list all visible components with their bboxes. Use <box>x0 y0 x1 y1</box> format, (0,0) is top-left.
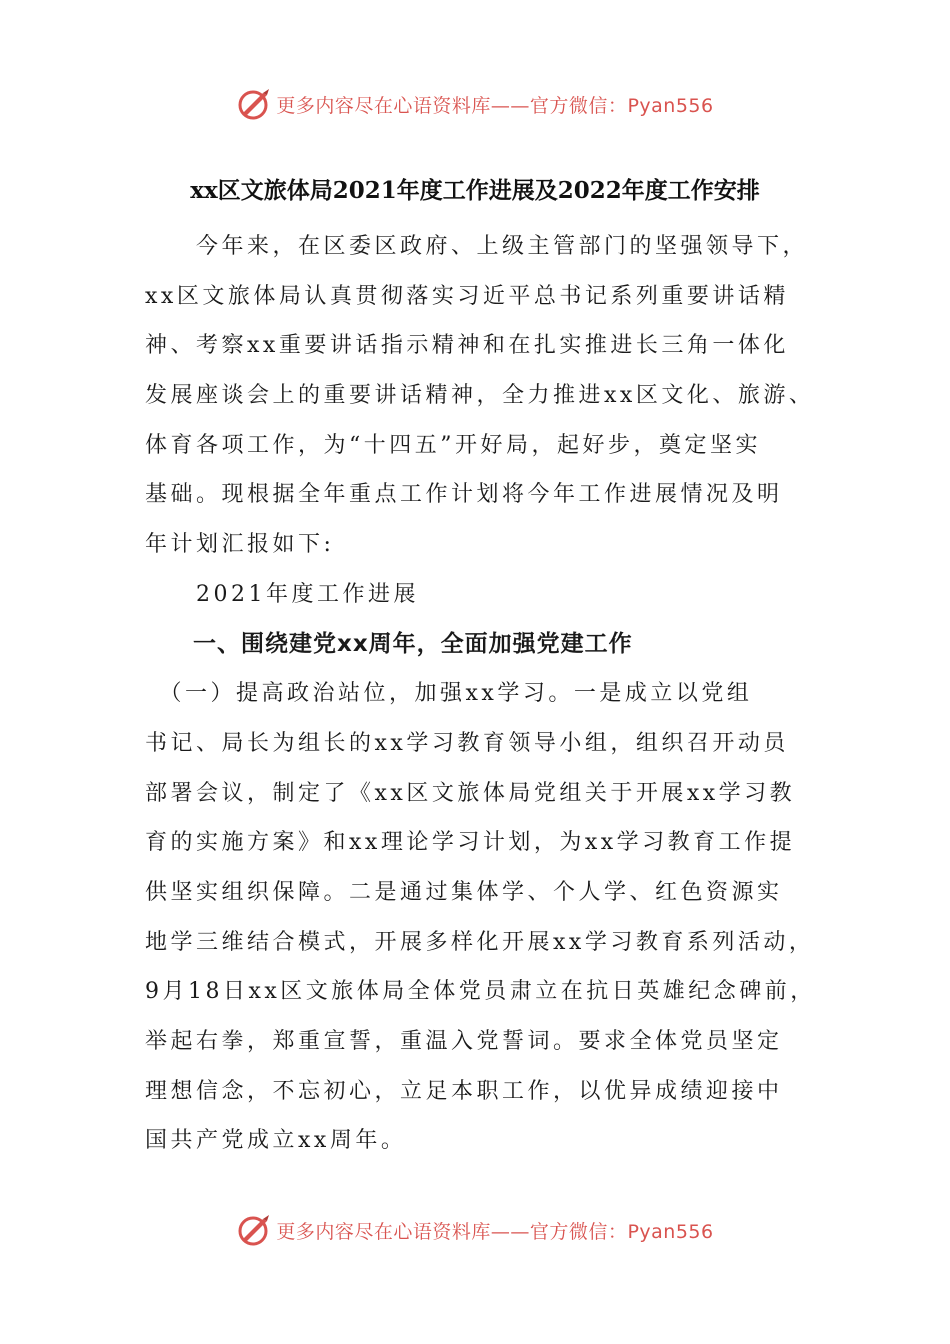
document-title: xx区文旅体局2021年度工作进展及2022年度工作安排 <box>190 177 760 204</box>
paragraph-line: 举起右拳，郑重宣誓，重温入党誓词。要求全体党员坚定 <box>145 1029 783 1054</box>
header-watermark-banner <box>0 84 950 124</box>
paragraph-line: 育的实施方案》和xx理论学习计划，为xx学习教育工作提 <box>145 830 796 856</box>
paragraph-line: 9月18日xx区文旅体局全体党员肃立在抗日英雄纪念碑前， <box>145 979 816 1005</box>
paragraph-line: 年计划汇报如下: <box>145 532 335 558</box>
paragraph-line: 今年来，在区委区政府、上级主管部门的坚强领导下， <box>145 234 809 259</box>
paragraph-line: 体育各项工作，为“十四五”开好局，起好步，奠定坚实 <box>145 432 761 458</box>
footer-watermark-banner <box>0 1210 950 1250</box>
paragraph-line: 2021年度工作进展 <box>145 581 419 607</box>
banner-text: 更多内容尽在心语资料库——官方微信：Pyan556 <box>276 94 714 117</box>
section-heading: 一、围绕建党xx周年，全面加强党建工作 <box>145 630 633 657</box>
paragraph-line: 理想信念，不忘初心，立足本职工作，以优异成绩迎接中 <box>145 1078 783 1104</box>
pen-logo-icon <box>236 86 272 122</box>
paragraph-line: 书记、局长为组长的xx学习教育领导小组，组织召开动员 <box>145 730 789 756</box>
paragraph-line: 神、考察xx重要讲话指示精神和在扎实推进长三角一体化 <box>145 333 789 359</box>
paragraph-line: 地学三维结合模式，开展多样化开展xx学习教育系列活动， <box>145 929 815 955</box>
paragraph-line: 部署会议，制定了《xx区文旅体局党组关于开展xx学习教 <box>145 780 796 806</box>
paragraph-line: 国共产党成立xx周年。 <box>145 1128 407 1154</box>
document-body <box>145 222 825 1166</box>
paragraph-line: 发展座谈会上的重要讲话精神，全力推进xx区文化、旅游、 <box>145 383 815 409</box>
paragraph-line: xx区文旅体局认真贯彻落实习近平总书记系列重要讲话精 <box>145 283 789 309</box>
paragraph-line: （一）提高政治站位，加强xx学习。一是成立以党组 <box>145 681 753 707</box>
paragraph-line: 基础。现根据全年重点工作计划将今年工作进展情况及明 <box>145 482 783 508</box>
banner-text: 更多内容尽在心语资料库——官方微信：Pyan556 <box>276 1220 714 1243</box>
pen-logo-icon <box>236 1212 272 1248</box>
paragraph-line: 供坚实组织保障。二是通过集体学、个人学、红色资源实 <box>145 879 783 905</box>
